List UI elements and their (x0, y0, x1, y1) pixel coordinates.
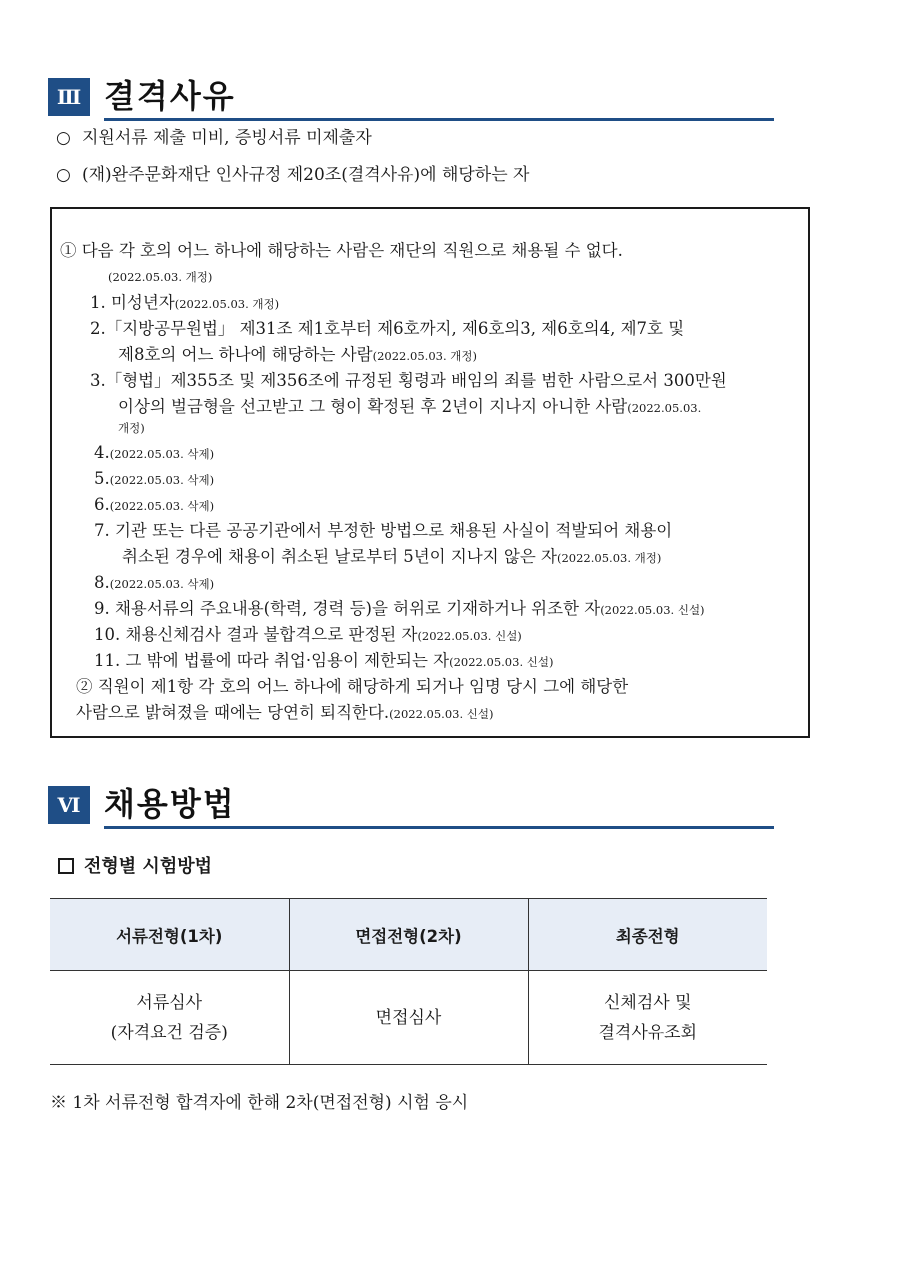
item-9: 9. 채용서류의 주요내용(학력, 경력 등)을 허위로 기재하거나 위조한 자(2022.05.03. 신설) (94, 599, 705, 618)
item-3-line-1: 3.「형법」제355조 및 제356조에 규정된 횡령과 배임의 죄를 범한 사람으로서 300만원 (90, 371, 727, 390)
paragraph-2-line-1: ② 직원이 제1항 각 호의 어느 하나에 해당하게 되거나 임명 당시 그에 해당한 (76, 677, 629, 696)
table-row (50, 971, 767, 1065)
bullet-item (56, 126, 372, 150)
subheading: 전형별 시험방법 (58, 852, 212, 878)
section-6-heading (48, 782, 774, 826)
item-7-line-2: 취소된 경우에 채용이 취소된 날로부터 5년이 지나지 않은 자(2022.05.03. 개정) (122, 547, 662, 566)
item-11: 11. 그 밖에 법률에 따라 취업·임용이 제한되는 자(2022.05.03. 신설) (94, 651, 554, 670)
footnote: ※ 1차 서류전형 합격자에 한해 2차(면접전형) 시험 응시 (50, 1093, 469, 1113)
section-title: 결격사유 (104, 77, 236, 115)
bullet-text: (재)완주문화재단 인사규정 제20조(결격사유)에 해당하는 자 (82, 165, 530, 185)
table-header-row (50, 899, 767, 971)
bullet-text: 지원서류 제출 미비, 증빙서류 미제출자 (82, 128, 372, 148)
item-4: 4.(2022.05.03. 삭제) (94, 443, 215, 462)
section-underline (104, 118, 774, 121)
item-2-line-1: 2.「지방공무원법」 제31조 제1호부터 제6호까지, 제6호의3, 제6호의4, 제7호 및 (90, 319, 685, 338)
table-cell: 면접심사 (289, 971, 528, 1065)
table-header: 면접전형(2차) (289, 899, 528, 971)
section-number-badge: Ⅲ (48, 78, 90, 116)
circle-bullet-icon: ○ (56, 165, 71, 185)
section-number-badge: Ⅵ (48, 786, 90, 824)
circle-bullet-icon: ○ (56, 128, 71, 148)
paragraph-1: ① 다음 각 호의 어느 하나에 해당하는 사람은 재단의 직원으로 채용될 수 없다. (60, 241, 623, 260)
section-underline (104, 826, 774, 829)
bullet-item (56, 163, 529, 187)
table-cell: 서류심사 (자격요건 검증) (50, 971, 289, 1065)
item-10: 10. 채용신체검사 결과 불합격으로 판정된 자(2022.05.03. 신설) (94, 625, 522, 644)
exam-method-table (50, 898, 767, 1065)
table-header: 최종전형 (528, 899, 767, 971)
item-8: 8.(2022.05.03. 삭제) (94, 573, 215, 592)
section-title: 채용방법 (104, 785, 236, 823)
paragraph-2-line-2: 사람으로 밝혀졌을 때에는 당연히 퇴직한다.(2022.05.03. 신설) (76, 703, 494, 722)
regulation-box (50, 207, 810, 738)
item-1: 1. 미성년자(2022.05.03. 개정) (90, 293, 280, 312)
table-cell: 신체검사 및 결격사유조회 (528, 971, 767, 1065)
item-5: 5.(2022.05.03. 삭제) (94, 469, 215, 488)
section-3-heading (48, 74, 774, 118)
item-3-line-2: 이상의 벌금형을 선고받고 그 형이 확정된 후 2년이 지나지 아니한 사람(2022.05.03. (118, 397, 702, 416)
item-2-line-2: 제8호의 어느 하나에 해당하는 사람(2022.05.03. 개정) (118, 345, 477, 364)
table-header: 서류전형(1차) (50, 899, 289, 971)
square-bullet-icon (58, 858, 74, 874)
item-6: 6.(2022.05.03. 삭제) (94, 495, 215, 514)
item-7-line-1: 7. 기관 또는 다른 공공기관에서 부정한 방법으로 채용된 사실이 적발되어 채용이 (94, 521, 673, 540)
amendment-note: 개정) (118, 421, 145, 435)
amendment-note: (2022.05.03. 개정) (108, 270, 213, 284)
